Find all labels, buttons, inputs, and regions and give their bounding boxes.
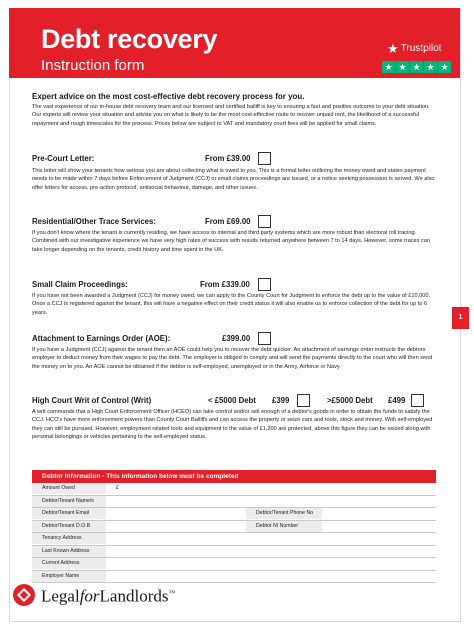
service-description: If you have not been awarded a Judgment (CCJ) for money owed, we can apply to the County Court for Judgment to enforce the debt up to the value of £10,000. Once a CCJ is registered against the tenant, this will have a negative effect on their credit status it will also enable us to enforce collection of the debt for up to 6 years. xyxy=(32,293,431,316)
field-label: Tenancy Address xyxy=(32,533,106,544)
field-label: Debtor/Tenant Phone No xyxy=(246,508,322,519)
rating-star-icon: ★ xyxy=(382,61,395,73)
table-row xyxy=(32,533,436,546)
service-name: Pre-Court Letter: xyxy=(32,154,95,163)
table-row xyxy=(32,558,436,571)
pre-court-letter-checkbox[interactable] xyxy=(258,152,271,165)
page-tab: 1 xyxy=(452,307,469,329)
intro-heading: Expert advice on the most cost-effective debt recovery process for you. xyxy=(32,92,305,101)
service-name: Small Claim Proceedings: xyxy=(32,280,128,289)
rating-star-icon: ★ xyxy=(410,61,423,73)
service-name: Residential/Other Trace Services: xyxy=(32,217,156,226)
table-row xyxy=(32,483,436,496)
service-price: £399.00 xyxy=(222,334,251,343)
writ-option1-price: £399 xyxy=(272,396,290,405)
writ-option2-label: >£5000 Debt xyxy=(327,396,373,405)
service-price: From £339.00 xyxy=(200,280,250,289)
table-row xyxy=(32,521,436,534)
writ-under-5000-checkbox[interactable] xyxy=(297,394,310,407)
field-label: Debtor/Tenant Email xyxy=(32,508,106,519)
intro-text: The vast experience of our in-house debt recovery team and our licensed and certified bailiff is key to ensuring a fast and positive outcome to your debt situation. Our experts will review your situation and advise you on what is likely to be the most cost-effective route to recover unpaid rent, the likelihood of a successful repayment and rough timescales for the process. Prices below are subject to VAT and mandatory court fees will be applied for small claims. xyxy=(32,104,430,127)
writ-description: A writ commands that a High Court Enforcement Officer (HCEO) can take control and/or sell enough of a debtor's goods in order to obtain the funds to satisfy the CCJ. HCO's have more enforcement powers than County Court Bailiffs and can access the property or seize cars and tools, stock and money. With self-employed they can still be pursued. However, employment related tools and equipment to the value of £1,200 are protected, above this figure they can be seized along with personal belongings or vehicles pertaining to the self-employed status. xyxy=(32,409,433,440)
star-icon: ★ xyxy=(387,41,399,56)
service-trace xyxy=(32,215,442,229)
field-label: Last Known Address xyxy=(32,546,106,557)
service-name: High Court Writ of Control (Writ) xyxy=(32,396,152,405)
trace-services-checkbox[interactable] xyxy=(258,215,271,228)
page-subtitle: Instruction form xyxy=(41,57,145,74)
table-heading: Debtor Information - This information below must be completed xyxy=(32,470,436,483)
table-row xyxy=(32,571,436,584)
small-claim-checkbox[interactable] xyxy=(258,278,271,291)
legal-for-landlords-logo xyxy=(13,584,175,606)
field-label: Amount Owed xyxy=(32,483,106,494)
field-label: Debtor NI Number xyxy=(246,521,322,532)
rating-star-icon: ★ xyxy=(424,61,437,73)
rating-star-icon: ★ xyxy=(396,61,409,73)
writ-option2-price: £499 xyxy=(388,396,406,405)
service-small-claim xyxy=(32,278,442,292)
table-row xyxy=(32,546,436,559)
writ-option1-label: < £5000 Debt xyxy=(208,396,256,405)
header-banner xyxy=(9,8,460,78)
writ-over-5000-checkbox[interactable] xyxy=(411,394,424,407)
page-title: Debt recovery xyxy=(41,24,218,54)
trustpilot-logo xyxy=(387,43,441,55)
brand-mark-icon xyxy=(13,584,35,606)
service-price: From £39.00 xyxy=(205,154,251,163)
service-aoe xyxy=(32,332,442,346)
table-row xyxy=(32,496,436,509)
service-writ xyxy=(32,394,442,408)
field-label: Debtor/Tenant Name/s xyxy=(32,496,106,507)
aoe-checkbox[interactable] xyxy=(258,332,271,345)
service-price: From £69.00 xyxy=(205,217,251,226)
trustpilot-label: Trustpilot xyxy=(400,43,442,54)
service-description: If you have a Judgment (CCJ) against the tenant then an AOE could help you to recover the debt quicker. An attachment of earnings order instructs the debtors employer to deduct money from their wages to pay the debt. The employer is obliged to comply and will send the payments directly to the court who will then send the money on to you. An AOE cannot be obtained if the debtor is self-employed, unemployed or in the Army, Airforce or Navy. xyxy=(32,347,433,370)
amount-owed-field[interactable]: £ xyxy=(116,485,119,491)
field-label: Debtor/Tenant D.O.B xyxy=(32,521,106,532)
service-description: If you don't know where the tenant is currently residing, we have access to internal and third party systems which are more robust than electoral roll tracing. Combined with our investigative experience we have very high rates of success with results returned anywhere between 7 to 14 days. However, some traces can take longer depending on the tenants, credit history and time spent in the UK. xyxy=(32,230,430,253)
field-label: Current Address xyxy=(32,558,106,569)
brand-name: LegalforLandlords™ xyxy=(41,586,176,606)
rating-star-icon: ★ xyxy=(438,61,451,73)
trustpilot-rating xyxy=(382,61,451,73)
service-pre-court-letter xyxy=(32,152,442,166)
service-name: Attachment to Earnings Order (AOE): xyxy=(32,334,171,343)
field-label: Employer Name xyxy=(32,571,106,582)
debtor-information-table xyxy=(32,470,436,583)
service-description: This letter will show your tenants how serious you are about collecting what is owed to you. This is a formal letter outlining the money owed and states payment needs to be made within 7 days before Enforcement of Judgment (CCJ) or small claims proceedings are issued, or a notice seeking possession is served. We also offer letters for access, pre-action protocol, antisocial behaviour, damage, and other issues. xyxy=(32,168,435,191)
table-row xyxy=(32,508,436,521)
